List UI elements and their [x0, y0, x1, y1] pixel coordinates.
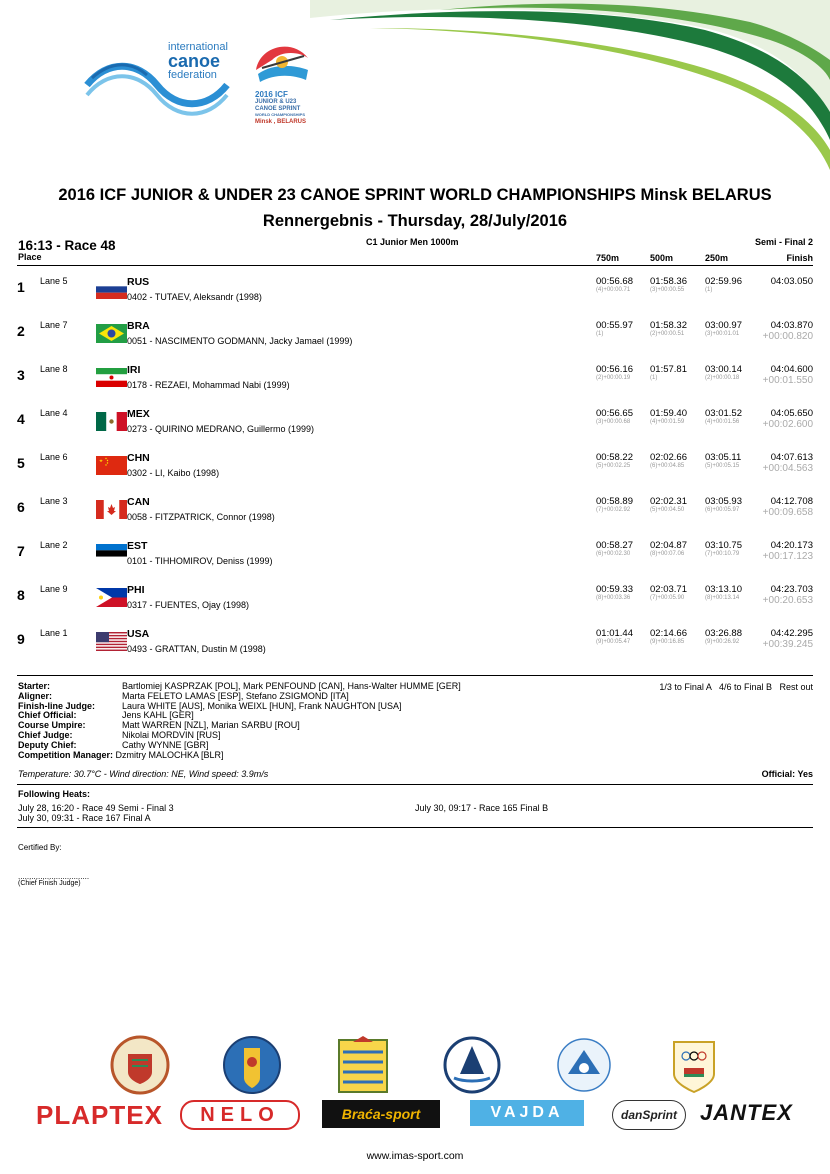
- following-heats-rule: [17, 827, 813, 828]
- split-250: [705, 320, 742, 337]
- split-diff: (9)+00:26.92: [705, 639, 740, 645]
- finish-value: 04:03.870: [770, 320, 813, 331]
- sponsor-name: VAJDA: [490, 1104, 564, 1121]
- finish-column-header: Finish: [786, 253, 813, 263]
- chief-finish-judge-label: (Chief Finish Judge): [18, 880, 81, 887]
- split-750: [596, 276, 633, 293]
- split-750: [596, 496, 633, 513]
- nation-code: BRA: [127, 320, 150, 332]
- official-status: Official: Yes: [761, 769, 813, 779]
- split-750: [596, 452, 633, 469]
- canoe-federation-emblem-icon: [442, 1034, 502, 1096]
- following-heat-item: July 30, 09:17 - Race 165 Final B: [415, 803, 549, 813]
- athlete-name: 0493 - GRATTAN, Dustin M (1998): [127, 644, 266, 654]
- split-250: [705, 408, 742, 425]
- finish-time: [763, 628, 813, 650]
- nation-code: CHN: [127, 452, 150, 464]
- official-value: Cathy WYNNE [GBR]: [122, 739, 209, 750]
- place-number: 8: [17, 587, 25, 603]
- place-number: 2: [17, 323, 25, 339]
- sponsor-name: Braća-sport: [341, 1106, 421, 1122]
- finish-time: [771, 276, 813, 287]
- signature-line: ................................: [18, 872, 90, 881]
- split-time: 00:58.22: [596, 452, 633, 463]
- following-heats-title: Following Heats:: [18, 789, 90, 799]
- split-time: 01:59.40: [650, 408, 687, 419]
- split-750: [596, 584, 633, 601]
- split-time: 03:00.97: [705, 320, 742, 331]
- split-time: 01:58.36: [650, 276, 687, 287]
- table-row: [0, 273, 830, 317]
- split-250: [705, 452, 741, 469]
- following-heat-item: July 30, 09:31 - Race 167 Final A: [18, 813, 151, 823]
- lane-label: Lane 7: [40, 320, 68, 330]
- table-row: [0, 317, 830, 361]
- table-row: [0, 581, 830, 625]
- place-number: 1: [17, 279, 25, 295]
- split-diff: (8)+00:07.06: [650, 551, 685, 557]
- champ-logo-line: Minsk , BELARUS: [255, 118, 307, 125]
- split-diff: (5)+00:02.25: [596, 463, 631, 469]
- finish-diff: +00:00.820: [762, 331, 813, 342]
- official-label: Deputy Chief:: [18, 739, 77, 750]
- split-time: 00:55.97: [596, 320, 633, 331]
- split-time: 03:05.93: [705, 496, 742, 507]
- champ-logo-line: WORLD CHAMPIONSHIPS: [255, 112, 305, 117]
- nation-code: MEX: [127, 408, 150, 420]
- split-diff: (9)+00:16.85: [650, 639, 685, 645]
- lane-label: Lane 3: [40, 496, 68, 506]
- table-row: [0, 405, 830, 449]
- official-label: Starter:: [18, 681, 51, 691]
- finish-value: 04:23.703: [770, 584, 813, 595]
- split-time: 00:58.27: [596, 540, 633, 551]
- official-value: Nikolai MORDVIN [RUS]: [122, 729, 221, 740]
- finish-time: [763, 584, 813, 606]
- split-500: [650, 540, 687, 557]
- table-row: [0, 361, 830, 405]
- split-diff: (8)+00:13.14: [705, 595, 740, 601]
- official-label: Chief Judge:: [18, 729, 73, 740]
- split-diff: (6)+00:02.30: [596, 551, 631, 557]
- lane-label: Lane 5: [40, 276, 68, 286]
- chn-flag-icon: [96, 456, 127, 475]
- finish-diff: +00:17.123: [762, 551, 813, 562]
- finish-time: [763, 452, 813, 474]
- city-emblem-icon: [222, 1034, 282, 1096]
- nation-code: USA: [127, 628, 150, 640]
- place-number: 5: [17, 455, 25, 471]
- split-500: [650, 496, 687, 513]
- split-time: 02:59.96: [705, 276, 742, 287]
- split-time: 03:13.10: [705, 584, 742, 595]
- split-250: [705, 276, 742, 293]
- iri-flag-icon: [96, 368, 127, 387]
- finish-value: 04:03.050: [770, 276, 813, 287]
- split-750-header: 750m: [596, 253, 620, 263]
- official-value: Bartlomiej KASPRZAK [POL], Mark PENFOUND [CAN], Hans-Walter HUMME [GER]: [122, 681, 461, 691]
- split-diff: (6)+00:05.97: [705, 507, 740, 513]
- place-column-header: Place: [18, 252, 42, 262]
- finish-time: [763, 364, 813, 386]
- official-row: [18, 721, 461, 731]
- nation-code: EST: [127, 540, 148, 552]
- regional-emblem-icon: [333, 1034, 393, 1096]
- split-250-header: 250m: [705, 253, 729, 263]
- official-row: [18, 731, 461, 741]
- official-label: Aligner:: [18, 690, 53, 701]
- split-time: 00:56.68: [596, 276, 633, 287]
- athlete-name: 0273 - QUIRINO MEDRANO, Guillermo (1999): [127, 424, 315, 434]
- split-750: [596, 540, 633, 557]
- lane-label: Lane 4: [40, 408, 68, 418]
- champ-logo-line: JUNIOR & U23: [255, 99, 297, 105]
- sponsor-plaptex-logo: [36, 1100, 163, 1132]
- progression-rules: 1/3 to Final A 4/6 to Final B Rest out: [659, 682, 813, 692]
- lane-label: Lane 6: [40, 452, 68, 462]
- split-750: [596, 320, 633, 337]
- split-time: 03:00.14: [705, 364, 742, 375]
- split-750: [596, 628, 633, 645]
- nation-code: PHI: [127, 584, 145, 596]
- athlete-name: 0178 - REZAEI, Mohammad Nabi (1999): [127, 380, 290, 390]
- split-diff: (2)+00:00.51: [650, 331, 685, 337]
- olympic-committee-emblem-icon: [664, 1034, 724, 1096]
- place-number: 4: [17, 411, 25, 427]
- split-500: [650, 584, 687, 601]
- sponsor-vajda-logo: [470, 1100, 584, 1126]
- split-time: 01:58.32: [650, 320, 687, 331]
- split-time: 02:02.66: [650, 452, 687, 463]
- nation-code: RUS: [127, 276, 150, 288]
- sponsor-braca-sport-logo: [322, 1100, 440, 1128]
- split-time: 01:01.44: [596, 628, 633, 639]
- official-label: Chief Official:: [18, 710, 77, 721]
- split-diff: (7)+00:05.90: [650, 595, 685, 601]
- split-diff: (4)+00:01.56: [705, 419, 740, 425]
- phi-flag-icon: [96, 588, 127, 607]
- split-500-header: 500m: [650, 253, 674, 263]
- official-value: Marta FELETO LAMAS [ESP], Stefano ZSIGMOND [ITA]: [122, 690, 349, 701]
- finish-value: 04:20.173: [770, 540, 813, 551]
- place-number: 3: [17, 367, 25, 383]
- finish-value: 04:07.613: [770, 452, 813, 463]
- sponsor-dansprint-logo: [612, 1100, 686, 1130]
- split-time: 02:03.71: [650, 584, 687, 595]
- split-diff: (4)+00:00.71: [596, 287, 631, 293]
- weather-info: Temperature: 30.7°C - Wind direction: NE, Wind speed: 3.9m/s: [18, 769, 269, 779]
- table-row: [0, 537, 830, 581]
- split-500: [650, 628, 687, 645]
- split-time: 03:26.88: [705, 628, 742, 639]
- split-diff: (2)+00:00.19: [596, 375, 631, 381]
- officials-list: [18, 682, 461, 760]
- champ-logo-line: 2016 ICF: [255, 90, 288, 99]
- results-bottom-rule: [17, 675, 813, 676]
- athlete-name: 0402 - TUTAEV, Aleksandr (1998): [127, 292, 262, 302]
- finish-value: 04:04.600: [770, 364, 813, 375]
- finish-value: 04:05.650: [770, 408, 813, 419]
- usa-flag-icon: [96, 632, 127, 651]
- split-time: 00:56.16: [596, 364, 633, 375]
- sponsor-jantex-logo: [700, 1100, 796, 1132]
- following-heat-item: July 28, 16:20 - Race 49 Semi - Final 3: [18, 803, 174, 813]
- champ-logo-line: CANOE SPRINT: [255, 105, 301, 112]
- split-250: [705, 540, 742, 557]
- split-time: 02:04.87: [650, 540, 687, 551]
- official-value: Jens KAHL [GER]: [122, 710, 194, 721]
- split-diff: (7)+00:10.79: [705, 551, 740, 557]
- footer-url: www.imas-sport.com: [366, 1150, 464, 1162]
- official-label: Course Umpire:: [18, 720, 86, 731]
- official-label: Competition Manager:: [18, 749, 114, 760]
- nation-code: IRI: [127, 364, 141, 376]
- lane-label: Lane 1: [40, 628, 68, 638]
- split-time: 01:57.81: [650, 364, 687, 375]
- lane-label: Lane 9: [40, 584, 68, 594]
- split-diff: (3)+00:00.55: [650, 287, 685, 293]
- place-number: 9: [17, 631, 25, 647]
- finish-diff: +00:01.550: [762, 375, 813, 386]
- document-subtitle: Rennergebnis - Thursday, 28/July/2016: [262, 212, 568, 230]
- sponsor-nelo-logo: [180, 1100, 300, 1130]
- split-diff: (6)+00:04.85: [650, 463, 685, 469]
- split-time: 00:56.65: [596, 408, 633, 419]
- sponsor-name: JANTEX: [700, 1100, 793, 1125]
- finish-value: 04:12.708: [770, 496, 813, 507]
- est-flag-icon: [96, 544, 127, 563]
- split-250: [705, 364, 742, 381]
- split-diff: (5)+00:05.15: [705, 463, 740, 469]
- lane-label: Lane 2: [40, 540, 68, 550]
- split-diff: (1): [596, 331, 604, 337]
- table-row: [0, 493, 830, 537]
- bra-flag-icon: [96, 324, 127, 343]
- split-time: 00:59.33: [596, 584, 633, 595]
- lane-label: Lane 8: [40, 364, 68, 374]
- table-row: [0, 625, 830, 669]
- mex-flag-icon: [96, 412, 127, 431]
- split-time: 03:01.52: [705, 408, 742, 419]
- split-diff: (2)+00:00.18: [705, 375, 740, 381]
- finish-diff: +00:04.563: [762, 463, 813, 474]
- split-500: [650, 408, 687, 425]
- split-500: [650, 276, 687, 293]
- official-value: Dzmitry MALOCHKA [BLR]: [115, 749, 224, 760]
- split-diff: (9)+00:05.47: [596, 639, 631, 645]
- weather-rule: [17, 784, 813, 785]
- athlete-name: 0317 - FUENTES, Ojay (1998): [127, 600, 250, 610]
- athlete-name: 0058 - FITZPATRICK, Connor (1998): [127, 512, 275, 522]
- split-500: [650, 452, 687, 469]
- split-500: [650, 364, 687, 381]
- split-250: [705, 584, 742, 601]
- sponsor-name: danSprint: [621, 1108, 677, 1122]
- finish-value: 04:42.295: [770, 628, 813, 639]
- race-time-label: 16:13 - Race 48: [18, 238, 116, 253]
- nation-code: CAN: [127, 496, 150, 508]
- split-time: 00:58.89: [596, 496, 633, 507]
- split-500: [650, 320, 687, 337]
- split-diff: (3)+00:01.01: [705, 331, 740, 337]
- finish-diff: +00:09.658: [762, 507, 813, 518]
- event-name: C1 Junior Men 1000m: [366, 237, 459, 247]
- split-diff: (1): [705, 287, 713, 293]
- ministry-emblem-icon: [554, 1034, 614, 1096]
- place-number: 7: [17, 543, 25, 559]
- sponsor-name: PLAPTEX: [36, 1100, 163, 1130]
- finish-time: [763, 320, 813, 342]
- finish-diff: +00:39.245: [762, 639, 813, 650]
- split-diff: (5)+00:04.50: [650, 507, 685, 513]
- athlete-name: 0101 - TIHHOMIROV, Deniss (1999): [127, 556, 273, 566]
- rus-flag-icon: [96, 280, 127, 299]
- finish-diff: +00:02.600: [762, 419, 813, 430]
- split-diff: (7)+00:02.92: [596, 507, 631, 513]
- split-250: [705, 628, 742, 645]
- split-diff: (8)+00:03.36: [596, 595, 631, 601]
- table-row: [0, 449, 830, 493]
- finish-time: [763, 408, 813, 430]
- split-250: [705, 496, 742, 513]
- place-number: 6: [17, 499, 25, 515]
- official-row: [18, 751, 461, 761]
- split-diff: (1): [650, 375, 658, 381]
- split-750: [596, 408, 633, 425]
- split-time: 03:10.75: [705, 540, 742, 551]
- split-diff: (3)+00:00.68: [596, 419, 631, 425]
- official-row: [18, 702, 461, 712]
- header-swoosh-graphic: [310, 0, 830, 180]
- finish-time: [763, 540, 813, 562]
- race-phase: Semi - Final 2: [754, 237, 813, 247]
- certified-by-label: Certified By:: [18, 843, 62, 852]
- icf-logo-text: international canoe federation: [168, 41, 228, 81]
- split-diff: (4)+00:01.59: [650, 419, 685, 425]
- sponsor-name: NELO: [200, 1104, 280, 1126]
- coat-of-arms-emblem-icon: [110, 1034, 170, 1096]
- split-time: 02:02.31: [650, 496, 687, 507]
- athlete-name: 0302 - LI, Kaibo (1998): [127, 468, 220, 478]
- finish-diff: +00:20.653: [762, 595, 813, 606]
- document-title: 2016 ICF JUNIOR & UNDER 23 CANOE SPRINT WORLD CHAMPIONSHIPS Minsk BELARUS: [58, 186, 772, 204]
- official-value: Matt WARREN [NZL], Marian SARBU [ROU]: [122, 720, 300, 731]
- championship-logo: [252, 40, 312, 128]
- header-rule: [17, 265, 813, 266]
- finish-time: [763, 496, 813, 518]
- can-flag-icon: [96, 500, 127, 519]
- official-value: Laura WHITE [AUS], Monika WEIXL [HUN], Frank NAUGHTON [USA]: [122, 700, 402, 711]
- split-750: [596, 364, 633, 381]
- official-label: Finish-line Judge:: [18, 700, 96, 711]
- athlete-name: 0051 - NASCIMENTO GODMANN, Jacky Jamael (1999): [127, 336, 353, 346]
- split-time: 03:05.11: [705, 452, 742, 463]
- split-time: 02:14.66: [650, 628, 687, 639]
- following-heats-left: [18, 803, 174, 823]
